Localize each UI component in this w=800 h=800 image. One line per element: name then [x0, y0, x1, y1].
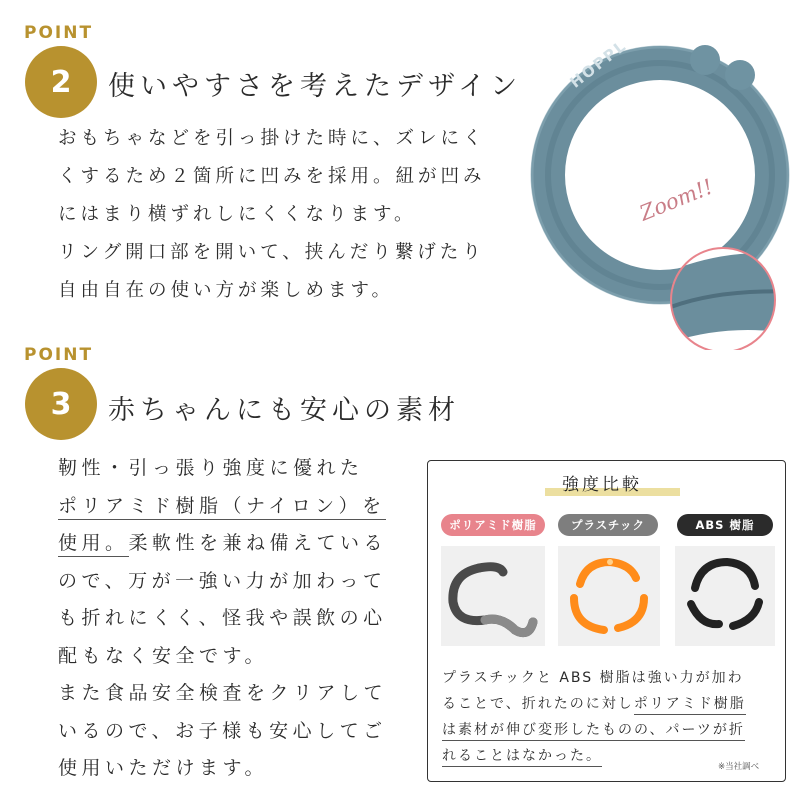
broken-orange-ring-icon [558, 546, 660, 646]
point2-line-3: にはまり横ずれしにくくなります。 [58, 204, 417, 225]
point2-label: POINT [24, 23, 94, 43]
comparison-text-line-3: は素材が伸び変形したものの、パーツが折 [442, 722, 745, 741]
material-pill-plastic: プラスチック [558, 514, 658, 536]
comparison-text-line-2b: ポリアミド樹脂 [634, 696, 746, 715]
material-pill-polyamide: ポリアミド樹脂 [441, 514, 545, 536]
broken-black-ring-icon [675, 546, 775, 646]
point3-line-2: ポリアミド樹脂（ナイロン）を [58, 495, 386, 520]
ring-brand-text: HOPPL [566, 36, 631, 92]
point2-number-badge: 2 [25, 46, 97, 118]
point2-title: 使いやすさを考えたデザイン [108, 71, 523, 102]
comparison-text-line-1: プラスチックと ABS 樹脂は強い力が加わ [442, 670, 744, 686]
point2-body [58, 120, 486, 310]
point3-number-badge: 3 [25, 368, 97, 440]
point3-line-6: 配もなく安全です。 [58, 644, 268, 667]
point3-line-5: も折れにくく、怪我や誤飲の心 [58, 607, 387, 629]
point3-label: POINT [24, 345, 94, 365]
comparison-text-line-4: れることはなかった。 [442, 748, 602, 767]
material-pill-abs: ABS 樹脂 [677, 514, 773, 536]
comparison-text [442, 665, 746, 769]
comparison-note: ※当社調べ [718, 762, 760, 772]
point3-line-7: また食品安全検査をクリアして [58, 682, 388, 704]
ring-product-image [500, 30, 800, 350]
point2-line-2: くするため２箇所に凹みを採用。紐が凹み [58, 166, 486, 187]
point3-line-8: いるので、お子様も安心してご [58, 719, 387, 742]
point3-line-3b: 柔軟性を兼ね備えている [128, 532, 388, 554]
point3-title: 赤ちゃんにも安心の素材 [108, 395, 460, 426]
zoom-text: Zoom!! [636, 174, 717, 226]
point2-line-5: 自由自在の使い方が楽しめます。 [58, 280, 395, 301]
point3-line-9: 使用いただけます。 [58, 757, 268, 779]
comparison-text-line-2a: ることで、折れたのに対し [442, 696, 634, 712]
point3-line-4: ので、万が一強い力が加わって [58, 569, 387, 592]
point3-line-1: 靭性・引っ張り強度に優れた [58, 457, 364, 479]
point3-body [58, 450, 387, 788]
point2-line-4: リング開口部を開いて、挟んだり繋げたり [58, 242, 485, 263]
point3-line-3a: 使用。 [58, 532, 129, 557]
point2-line-1: おもちゃなどを引っ掛けた時に、ズレにく [58, 128, 486, 149]
bent-ring-icon [441, 546, 545, 646]
comparison-title: 強度比較 [562, 475, 642, 495]
